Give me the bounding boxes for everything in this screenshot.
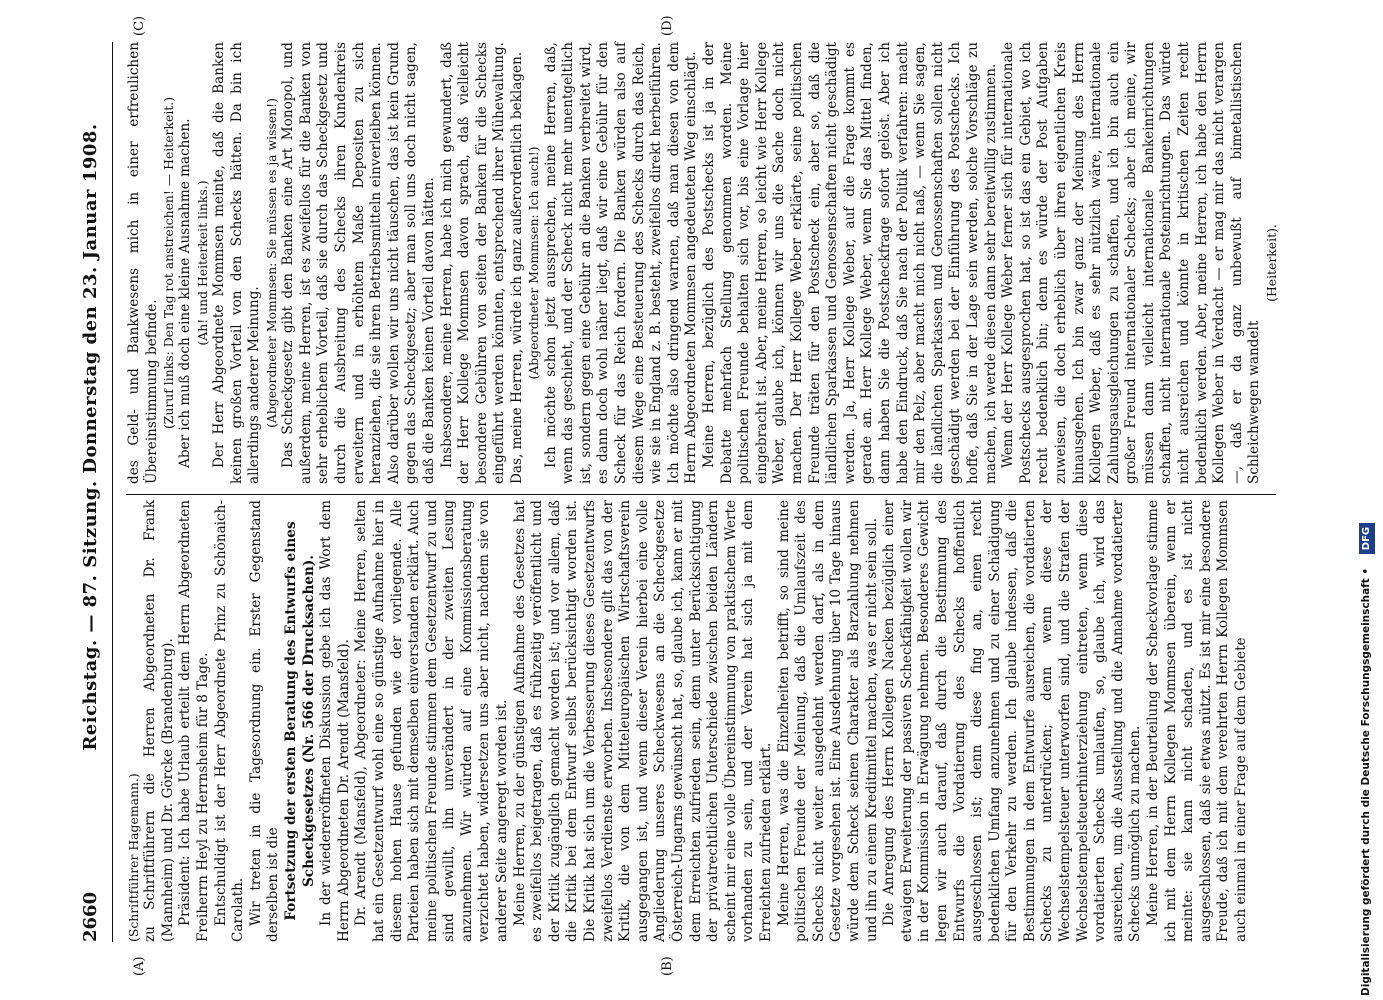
interjection: (Zuruf links: Den Tag rot anstreichen! — Heiterkeit.) — [161, 96, 177, 430]
paragraph: des Geld- und Bankwesens mich in einer erfreulichen Übereinstimmung befinde. — [126, 42, 160, 484]
paragraph: Ich möchte schon jetzt aussprechen, meine Herren, daß, wenn das geschieht, und der Scheck nicht mehr unentgeltlich ist, sondern gegen eine Gebühr an die Banken verbreitet wird, es dann doch wohl näher liegt, daß wir eine Gebühr für den Scheck für das Reich fordern. Die Banken würden also auf diesem Wege eine Besteuerung des Schecks durch das Reich, wie sie in England z. B. besteht, zweifellos direkt herbeiführen. Ich möchte also dringend warnen, daß man diesen von dem Herrn Abgeordneten Mommsen angedeuteten Weg einschlägt. — [542, 42, 700, 484]
paragraph: In der wiedereröffneten Diskussion gebe ich das Wort dem Herrn Abgeordneten Dr. Arendt (Mansfeld). — [318, 500, 352, 942]
interjection: (Abgeordneter Mommsen: Sie müssen es ja wissen!) — [263, 98, 279, 428]
paragraph: Das Scheckgesetz gibt den Banken eine Art Monopol, und außerdem, meine Herren, ist es zweifellos für die Banken von sehr erheblichem Vorteil, daß sie durch das Scheckgesetz und durch die Ausbreitung des Schecks ihren Kundenkreis erweitern und in erhöhtem Maße Depositen zu sich heranziehen, die sie ihren Betriebsmitteln einverleiben können. Also darüber wollen wir uns nicht täuschen, das ist kein Grund gegen das Scheckgesetz; aber man soll uns doch nicht sagen, daß die Banken keinen Vorteil davon hätten. — [280, 42, 437, 484]
paragraph: Meine Herren, was die Einzelheiten betrifft, so sind meine politischen Freunde der Meinung, daß die Umlaufszeit des Schecks nicht weiter ausgedehnt werden darf, als in dem Gesetze vorgesehen ist. Eine Ausdehnung über 10 Tage hinaus würde dem Scheck seinen Charakter als Barzahlung nehmen und ihn zu einem Kreditmittel machen, was er nicht sein soll. — [775, 500, 880, 942]
dfg-logo: DFG — [1359, 523, 1375, 554]
column-divider — [126, 494, 1276, 495]
digitization-credit — [1355, 6, 1377, 996]
margin-mark-a: (A) — [132, 956, 147, 976]
rotated-page-content — [40, 15, 1320, 982]
interjection: (Ah! und Heiterkeit links.) — [194, 180, 210, 346]
page-number: 2660 — [80, 891, 101, 942]
paragraph: zu Schriftführern die Herren Abgeordneten Dr. Frank (Mannheim) und Dr. Görcke (Brandenburg). — [142, 500, 176, 942]
interjection: (Abgeordneter Mommsen: Ich auch!) — [526, 146, 542, 380]
paragraph: Wir treten in die Tagesordnung ein. Erster Gegenstand derselben ist die — [247, 500, 282, 942]
agenda-item-heading: Fortsetzung der ersten Beratung des Entwurfs eines Scheckgesetzes (Nr. 566 der Drucksachen). — [282, 521, 317, 921]
paragraph: Dr. Arendt (Mansfeld), Abgeordneter: Meine Herren, selten hat ein Gesetzentwurf wohl eine so günstige Aufnahme hier in diesem hohen Hause gefunden wie der vorliegende. Alle Parteien haben sich mit demselben einverstanden erklärt. Auch meine politischen Freunde stimmen dem Gesetzentwurf zu und sind gewillt, ihn unverändert in der zweiten Lesung anzunehmen. Wir würden auf eine Kommissionsberatung verzichtet haben, widersetzen uns aber nicht, nachdem sie von anderer Seite angeregt worden ist. — [353, 500, 511, 942]
paragraph: Der Herr Abgeordnete Mommsen meinte, daß die Banken keinen großen Vorteil von den Schecks hätten. Da bin ich allerdings anderer Meinung. — [211, 42, 263, 484]
page-title: Reichstag. — 87. Sitzung. Donnerstag den 23. Januar 1908. — [80, 123, 101, 751]
right-column — [126, 42, 1280, 484]
margin-mark-b: (B) — [660, 956, 675, 976]
paragraph: Meine Herren, zu der günstigen Aufnahme des Gesetzes hat es zweifellos beigetragen, daß es frühzeitig veröffentlicht und der Kritik zugänglich gemacht worden ist; und vor allem, daß die Kritik bei dem Entwurf selbst berücksichtigt worden ist. Die Kritik hat sich um die Verbesserung dieses Gesetzentwurfs zweifellos Verdienste erworben. Insbesondere gilt das von der Kritik, die von dem Mitteleuropäischen Wirtschaftsverein ausgegangen ist, und wenn dieser Verein hierbei eine volle Angliederung unseres Scheckwesens an die Scheckgesetze Österreich-Ungarns gewünscht hat, so, glaube ich, kann er mit dem Erreichten zufrieden sein, denn unter Berücksichtigung der privatrechtlichen Unterschiede zwischen beiden Ländern scheint mir eine volle Übereinstimmung von praktischem Werte vorhanden zu sein, und der Verein hat sich ja mit dem Erreichten zufrieden erklärt. — [511, 500, 774, 942]
credit-text: Digitalisierung gefördert durch die Deutsche Forschungsgemeinschaft • — [1360, 567, 1372, 996]
left-column — [126, 500, 1276, 942]
page-header — [72, 42, 113, 942]
paragraph: Meine Herren, bezüglich des Postschecks ist ja in der Debatte mehrfach Stellung genommen worden. Meine politischen Freunde behalten sich vor, bis eine Vorlage hier eingebracht ist. Aber, meine Herren, so leicht wie Herr Kollege Weber, glaube ich, können wir uns die Sache doch nicht machen. Der Herr Kollege Weber erklärte, seine politischen Freunde träten für den Postscheck ein, aber so, daß die ländlichen Sparkassen und Genossenschaften nicht geschädigt werden. Ja, Herr Kollege Weber, auf die Frage kommt es gerade an. Herr Kollege Weber, wenn Sie das Mittel finden, dann haben Sie die Postscheckfrage sofort gelöst. Aber ich habe den Eindruck, daß Sie nach der Politik verfahren: macht mir den Pelz, aber macht mich nicht naß, — wenn Sie sagen, die ländlichen Sparkassen und Genossenschaften sollen nicht geschädigt werden bei der Einführung des Postschecks. Ich hoffe, daß Sie in der Lage sein werden, solche Vorschläge zu machen, ich werde diesen dann sehr bereitwillig zustimmen. — [701, 42, 999, 484]
paragraph: Präsident: Ich habe Urlaub erteilt dem Herrn Abgeordneten Freiherrn Heyl zu Herrnsheim für 8 Tage. — [177, 500, 211, 942]
paragraph: Insbesondere, meine Herren, habe ich mich gewundert, daß der Herr Kollege Mommsen davon sprach, daß vielleicht besondere Gebühren von seiten der Banken für die Schecks eingeführt werden könnten, entsprechend ihrer Mühewaltung. Das, meine Herren, würde ich ganz außerordentlich beklagen. — [438, 42, 525, 484]
paragraph: Entschuldigt ist der Herr Abgeordnete Prinz zu Schönaich-Carolath. — [212, 500, 247, 942]
margin-mark-d: (D) — [660, 15, 675, 36]
paragraph: Aber ich muß doch eine kleine Ausnahme machen. — [177, 118, 194, 468]
paragraph: Meine Herren, in der Beurteilung der Scheckvorlage stimme ich mit dem Herrn Kollegen Mommsen überein, wenn er meinte: sie kann nicht schaden, und es ist nicht ausgeschlossen, daß sie etwas nützt. Es ist mir eine besondere Freude, daß ich mit dem verehrten Herrn Kollegen Mommsen auch einmal in einer Frage auf dem Gebiete — [1145, 500, 1250, 942]
paragraph: Wenn der Herr Kollege Weber ferner sich für internationale Postschecks ausgesprochen hat, so ist das ein Gebiet, wo ich recht bedenklich bin; denn es würde der Post Aufgaben zuweisen, die doch erheblich über ihren eigentlichen Kreis hinausgehen. Ich bin zwar ganz der Meinung des Herrn Kollegen Weber, daß es sehr nützlich wäre, internationale Zahlungsausgleichungen zu schaffen, und ich bin auch ein großer Freund internationaler Schecks; aber ich meine, wir müssen dann vielleicht internationale Bankeinrichtungen schaffen, nicht internationale Posteinrichtungen. Das würde nicht ausreichen und könnte in kritischen Zeiten recht bedenklich werden. Aber, meine Herren, ich habe den Herrn Kollegen Weber in Verdacht — er mag mir das nicht verargen —, daß er da ganz unbewußt auf bimetallistischen Schleichwegen wandelt — [1000, 42, 1263, 484]
paragraph: Die Anregung des Herrn Kollegen Nacken bezüglich einer etwaigen Erweiterung der passiven Scheckfähigkeit wollen wir in der Kommission in Erwägung nehmen. Besonderes Gewicht legen wir auch darauf, daß durch die Bestimmung des Entwurfs die Vordatierung des Schecks hoffentlich ausgeschlossen ist; denn diese fing an, einen recht bedenklichen Umfang anzunehmen und zu einer Schädigung für den Verkehr zu werden. Ich glaube indessen, daß die Bestimmungen in dem Entwurfe ausreichen, die vordatierten Schecks zu unterdrücken; denn wenn diese der Wechselstempelsteuer unterworfen sind, und die Strafen der Wechselstempelsteuerhinterziehung eintreten, wenn diese vordatierten Schecks umlaufen, so, glaube ich, wird das ausreichen, um die Ausstellung und die Annahme vordatierter Schecks unmöglich zu machen. — [881, 500, 1144, 942]
speaker-note: (Schriftführer Hagemann.) — [126, 773, 141, 942]
interjection: (Heiterkeit). — [1264, 224, 1280, 302]
margin-mark-c: (C) — [132, 15, 147, 36]
